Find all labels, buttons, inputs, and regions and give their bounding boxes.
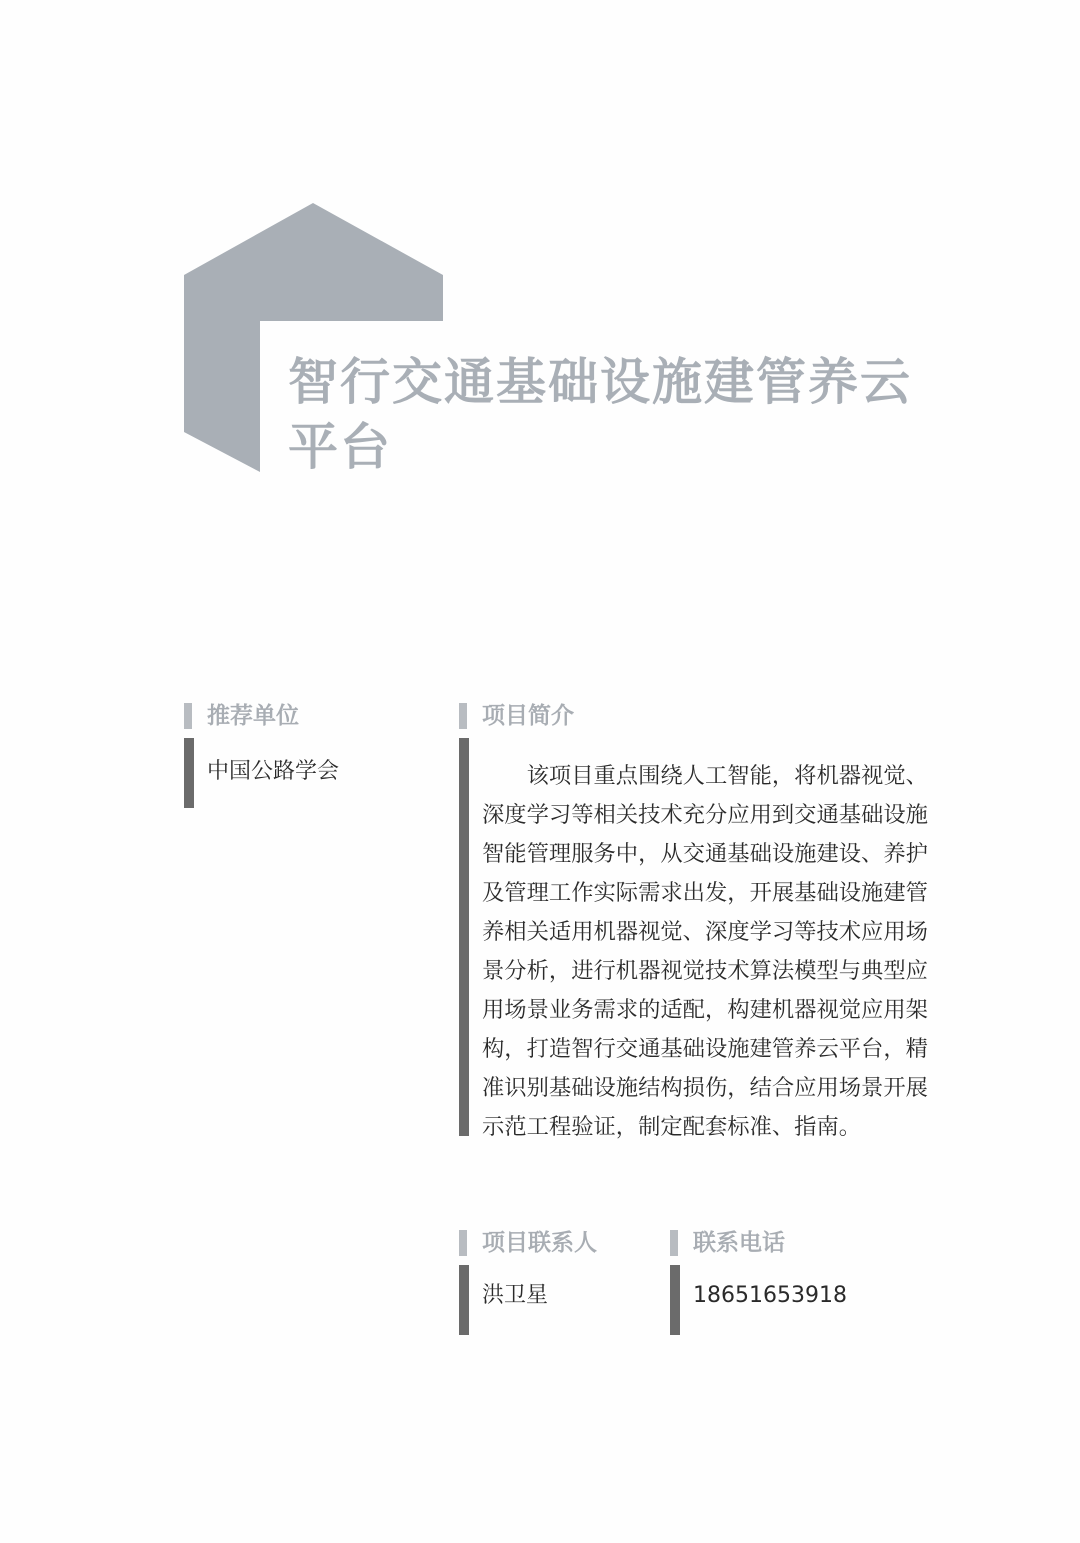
summary-line: 智能管理服务中，从交通基础设施建设、养护 (482, 841, 928, 867)
summary-line: 深度学习等相关技术充分应用到交通基础设施 (482, 802, 928, 828)
summary-line: 及管理工作实际需求出发，开展基础设施建管 (482, 880, 928, 906)
page-title-line-1: 智行交通基础设施建管养云 (288, 353, 912, 411)
phone-label: 联系电话 (693, 1230, 785, 1256)
contact-value-bar (459, 1265, 469, 1335)
summary-line: 用场景业务需求的适配，构建机器视觉应用架 (482, 997, 928, 1023)
recommender-label-bar (184, 703, 192, 729)
summary-label: 项目简介 (482, 703, 574, 729)
summary-label-bar (459, 703, 467, 729)
contact-label-bar (459, 1230, 467, 1256)
summary-line: 景分析，进行机器视觉技术算法模型与典型应 (482, 958, 928, 984)
phone-value-bar (670, 1265, 680, 1335)
summary-text (482, 757, 958, 1147)
recommender-value: 中国公路学会 (207, 759, 340, 784)
summary-line: 该项目重点围绕人工智能，将机器视觉、 (482, 763, 928, 789)
recommender-value-bar (184, 738, 194, 808)
summary-line: 构，打造智行交通基础设施建管养云平台，精 (482, 1036, 928, 1062)
summary-line: 准识别基础设施结构损伤，结合应用场景开展 (482, 1075, 928, 1101)
contact-value: 洪卫星 (482, 1283, 549, 1308)
phone-value: 18651653918 (693, 1283, 847, 1308)
summary-line: 养相关适用机器视觉、深度学习等技术应用场 (482, 919, 928, 945)
recommender-label: 推荐单位 (207, 703, 299, 729)
summary-line: 示范工程验证，制定配套标准、指南。 (482, 1114, 862, 1140)
house-outline-graphic (0, 0, 1080, 520)
phone-label-bar (670, 1230, 678, 1256)
page-title-line-2: 平台 (288, 418, 392, 476)
summary-value-bar (459, 738, 469, 1136)
contact-label: 项目联系人 (482, 1230, 597, 1256)
